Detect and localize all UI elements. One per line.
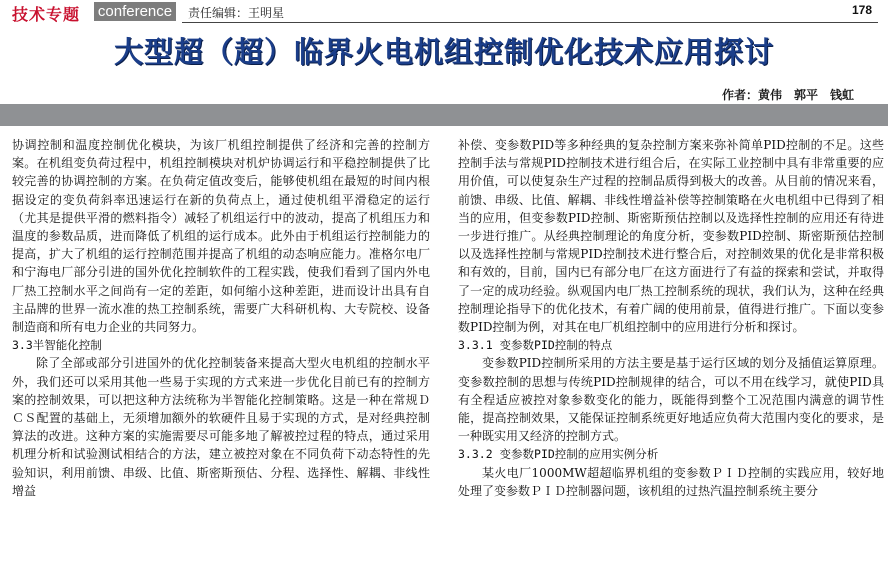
header-rule (182, 22, 878, 23)
page-number: 178 (851, 3, 872, 17)
section-heading: 3.3.2 变参数PID控制的应用实例分析 (458, 447, 659, 462)
article-title: 大型超（超）临界火电机组控制优化技术应用探讨 (113, 35, 774, 69)
conference-label: conference (94, 2, 176, 21)
section-heading: 3.3半智能化控制 (12, 338, 102, 353)
article-authors: 作者：黄伟 郭平 钱虹 (721, 88, 854, 102)
editor-credit: 责任编辑：王明星 (188, 6, 285, 20)
paragraph: 补偿、变参数PID等多种经典的复杂控制方案来弥补简单PID控制的不足。这些控制手法与常规PID控制技术进行组合后，在实际工业控制中具有非常重要的应用价值，可以使复杂生产过程的控制品质得到极大的改善。从目前的情况来看，前馈、串级、比值、解耦、非线性增益补偿等控制策略在火电机组中已得到了相当的应用，但变参数PID控制、斯密斯预估控制以及选择性控制的应用还有待进一步进行推广。从经典控制理论的角度分析，变参数PID控制、斯密斯预估控制以及选择性控制与常规PID控制技术进行整合后，对控制效果的优化是非常积极和有效的，目前，国内已有部分电厂在这方面进行了有益的探索和尝试，并取得了一定的成功经验。纵观国内电厂热工控制系统的现状，我们认为，这种在经典控制理论指导下的优化技术，有着广阔的使用前景，值得进行推广。下面以变参数PID控制为例，对其在电厂机组控制中的应用进行分析和探讨。 (458, 138, 884, 335)
paragraph: 协调控制和温度控制优化模块，为该厂机组控制提供了经济和完善的控制方案。在机组变负荷过程中，机组控制模块对机炉协调运行和平稳控制提供了比较完善的协调控制的方案。在负荷定值改变后，能够使机组在最短的时间内根据设定的变负荷斜率迅速运行在新的负荷点上，通过使机组平滑稳定的运行（尤其是提供平滑的燃料指令）减轻了机组运行中的波动，提高了机组压力和温度的参数品质，进而降低了机组的运行成本。此外由于机组运行控制能力的提高，扩大了机组的运行控制范围并提高了机组的动态响应能力。准格尔电厂和宁海电厂部分引进的国外优化控制软件的工程实践，使我们看到了国内外电厂热工控制水平之间尚有一定的差距，如何缩小这种差距，进而设计出具有自主品牌的世界一流水准的热工控制系统，需要广大科研机构、大专院校、设备制造商和所有电力企业的共同努力。 (12, 138, 430, 335)
page-header (0, 0, 888, 26)
paragraph: 变参数PID控制所采用的方法主要是基于运行区域的划分及插值运算原理。变参数控制的思想与传统PID控制规律的结合，可以不用在线学习，就使PID具有全程适应被控对象参数变化的能力，既能得到整个工况范围内满意的调节性能，提高控制效果，又能保证控制系统更好地适应负荷大范围内变化的要求，是一种既实用又经济的控制方式。 (458, 356, 884, 444)
text-column-right (458, 136, 884, 500)
section-heading: 3.3.1 变参数PID控制的特点 (458, 338, 613, 353)
paragraph: 除了全部或部分引进国外的优化控制装备来提高大型火电机组的控制水平外，我们还可以采用其他一些易于实现的方式来进一步优化目前已有的控制方案的控制效果，可以把这种方法统称为半智能化控制策略。这是一种在常规ＤＣＳ配置的基础上，无须增加额外的软硬件且易于实现的方式，是对经典控制算法的改进。这种方案的实施需要尽可能多地了解被控过程的特点，通过采用机理分析和试验测试相结合的方法，建立被控对象在不同负荷下动态特性的先验知识，利用前馈、串级、比值、斯密斯预估、分程、选择性、解耦、非线性增益 (12, 356, 430, 498)
paragraph: 某火电厂1000MW超超临界机组的变参数ＰＩＤ控制的实践应用，较好地处理了变参数ＰＩＤ控制器问题，该机组的过热汽温控制系统主要分 (458, 465, 884, 498)
section-tag: 技术专题 (12, 5, 81, 24)
title-band (0, 104, 888, 126)
text-column-left (12, 136, 430, 500)
